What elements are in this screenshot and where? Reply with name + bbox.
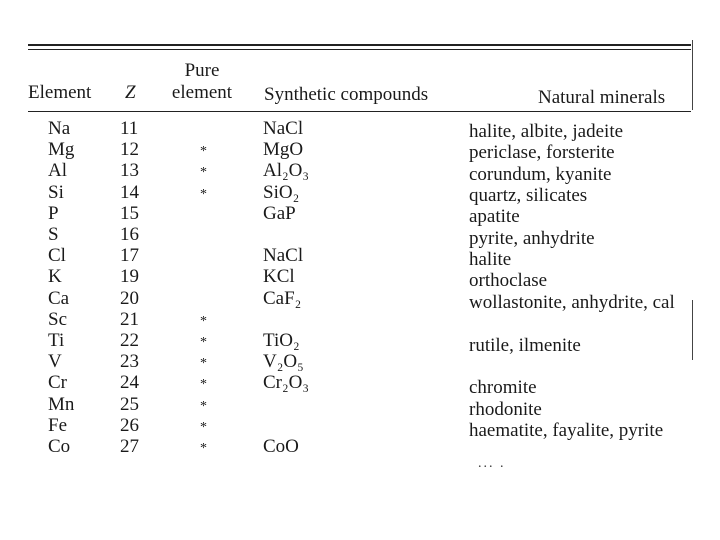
cell-synthetic: CoO xyxy=(263,436,299,457)
cell-synthetic: MgO xyxy=(263,139,304,161)
cell-element: Mn xyxy=(48,393,75,415)
cell-element: Cl xyxy=(48,245,66,267)
cell-element: S xyxy=(48,224,59,245)
cell-natural: chromite xyxy=(469,377,537,399)
cell-natural: halite, albite, jadeite xyxy=(469,121,624,142)
cell-z: 21 xyxy=(120,308,139,330)
cell-element: V xyxy=(48,351,62,373)
cell-synthetic: KCl xyxy=(263,266,295,288)
cell-natural: periclase, forsterite xyxy=(469,142,615,164)
scan-edge-lower xyxy=(692,300,693,360)
scan-edge xyxy=(692,40,693,110)
cell-natural: corundum, kyanite xyxy=(469,163,612,185)
cell-natural: apatite xyxy=(469,206,520,228)
cell-pure-marker: * xyxy=(200,144,207,160)
cell-pure-marker: * xyxy=(200,441,207,456)
cell-natural: quartz, silicates xyxy=(469,185,588,207)
header-pure-line2: element xyxy=(171,82,233,103)
cell-z: 22 xyxy=(120,330,139,351)
cell-z: 26 xyxy=(120,414,139,436)
cell-element: Si xyxy=(48,181,64,203)
top-rule-thick xyxy=(28,44,691,46)
cell-synthetic: NaCl xyxy=(263,245,304,267)
cell-z: 13 xyxy=(120,160,139,182)
cell-element: P xyxy=(48,202,59,224)
cell-synthetic: Al₂O₃ xyxy=(263,160,309,182)
cell-synthetic: Cr₂O₃ xyxy=(263,372,309,394)
cell-pure-marker: * xyxy=(200,313,207,329)
cell-natural: orthoclase xyxy=(469,270,548,292)
cell-element: Co xyxy=(48,436,71,457)
cell-z: 17 xyxy=(120,245,139,267)
cell-element: Ti xyxy=(48,330,65,351)
cell-element: Fe xyxy=(48,414,67,436)
cell-natural: pyrite, anhydrite xyxy=(469,227,595,249)
cell-natural: haematite, fayalite, pyrite xyxy=(469,419,664,441)
cell-pure-marker: * xyxy=(200,356,207,372)
header-rule xyxy=(28,111,691,112)
cell-z: 11 xyxy=(120,118,139,139)
cell-pure-marker: * xyxy=(200,186,207,202)
cell-element: Sc xyxy=(48,308,67,330)
cell-natural: rutile, ilmenite xyxy=(469,334,581,356)
cell-natural: wollastonite, anhydrite, cal xyxy=(469,291,675,313)
top-rule-thin xyxy=(28,49,691,50)
cell-pure-marker: * xyxy=(200,419,207,435)
cell-element: K xyxy=(48,266,62,288)
cell-synthetic: NaCl xyxy=(263,118,304,139)
cell-z: 24 xyxy=(120,372,139,394)
cell-pure-marker: * xyxy=(200,398,207,414)
cell-z: 27 xyxy=(120,436,139,457)
cell-element: Al xyxy=(48,160,67,182)
trailing-dots: ... . xyxy=(478,456,506,471)
cell-z: 15 xyxy=(120,202,139,224)
cell-natural: rhodonite xyxy=(469,398,542,420)
cell-z: 19 xyxy=(120,266,139,288)
cell-pure-marker: * xyxy=(200,377,207,393)
cell-z: 14 xyxy=(120,181,139,203)
cell-synthetic: CaF₂ xyxy=(263,287,302,309)
cell-z: 23 xyxy=(120,351,139,373)
cell-synthetic: TiO₂ xyxy=(263,330,300,351)
cell-pure-marker: * xyxy=(200,335,207,350)
cell-synthetic: GaP xyxy=(263,202,296,224)
cell-z: 20 xyxy=(120,287,139,309)
header-natural: Natural minerals xyxy=(538,87,666,108)
header-pure-line1: Pure xyxy=(184,60,220,81)
cell-natural: halite xyxy=(469,249,512,271)
cell-element: Ca xyxy=(48,287,70,309)
cell-z: 16 xyxy=(120,224,139,245)
cell-element: Cr xyxy=(48,372,67,394)
header-synthetic: Synthetic compounds xyxy=(264,84,429,105)
cell-synthetic: SiO₂ xyxy=(263,181,300,203)
cell-element: Na xyxy=(48,118,71,139)
cell-synthetic: V₂O₅ xyxy=(263,351,304,373)
cell-pure-marker: * xyxy=(200,165,207,181)
cell-z: 12 xyxy=(120,139,139,161)
header-element: Element xyxy=(28,82,92,103)
header-z: Z xyxy=(125,82,136,103)
cell-element: Mg xyxy=(48,139,75,161)
cell-z: 25 xyxy=(120,393,139,415)
